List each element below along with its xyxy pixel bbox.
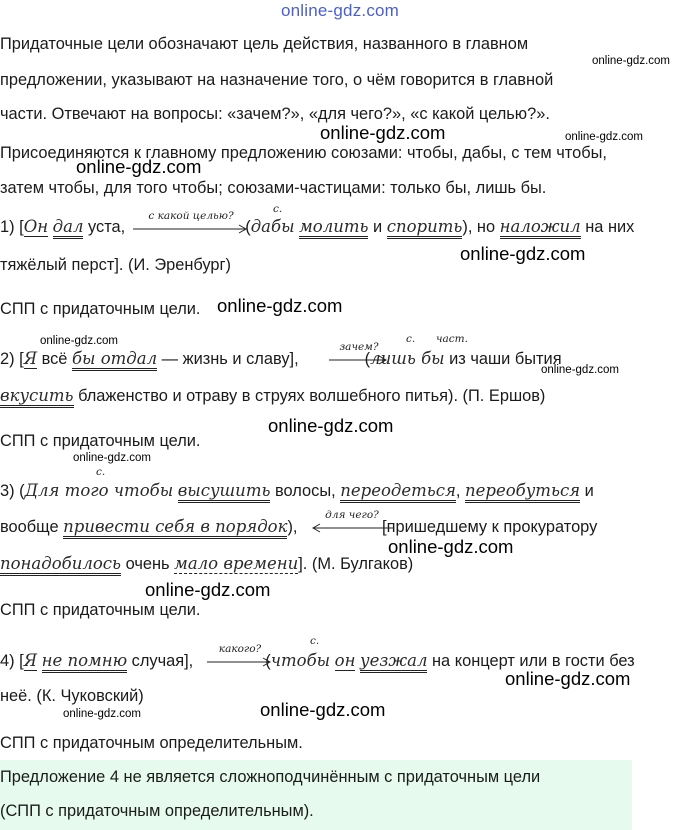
watermark: online-gdz.com bbox=[73, 452, 151, 464]
intro-line-5: затем чтобы, для того чтобы; союзами-частицами: только бы, лишь бы. bbox=[0, 179, 547, 197]
example-1-line-1 bbox=[0, 216, 634, 238]
arrow-icon bbox=[207, 658, 273, 666]
conjunction-mark: с. bbox=[310, 635, 320, 647]
text: всё bbox=[37, 350, 72, 368]
particle-mark: част. bbox=[436, 333, 468, 345]
conclusion-box bbox=[0, 760, 632, 830]
text: ( bbox=[265, 652, 271, 670]
text: случая], bbox=[127, 652, 194, 670]
text: на концерт или в гости без bbox=[427, 652, 635, 670]
text: и bbox=[368, 218, 387, 236]
text: ), bbox=[287, 518, 298, 536]
watermark: online-gdz.com bbox=[40, 335, 118, 347]
predicate-word: уезжал bbox=[360, 651, 427, 673]
question-arrow bbox=[133, 210, 249, 233]
example-4-result: СПП с придаточным определительным. bbox=[0, 734, 303, 752]
watermark: online-gdz.com bbox=[565, 131, 643, 143]
example-number: 3) ( bbox=[0, 482, 25, 500]
watermark: online-gdz.com bbox=[541, 364, 619, 376]
example-1-result: СПП с придаточным цели. bbox=[0, 300, 201, 318]
question-arrow bbox=[310, 509, 394, 532]
predicate-word: понадобилось bbox=[0, 554, 121, 576]
conclusion-line-2: (СПП с придаточным определительным). bbox=[0, 802, 314, 820]
watermark: online-gdz.com bbox=[388, 536, 514, 557]
text: блаженство и отраву в струях волшебного питья). (П. Ершов) bbox=[73, 387, 546, 405]
example-2-line-2 bbox=[0, 385, 545, 407]
text: на них bbox=[580, 218, 635, 236]
watermark: online-gdz.com bbox=[320, 122, 446, 143]
predicate-word: спорить bbox=[387, 217, 463, 239]
predicate-word: наложил bbox=[500, 217, 581, 239]
text: , bbox=[455, 482, 466, 500]
intro-line-4: Присоединяются к главному предложению союзами: чтобы, дабы, с тем чтобы, bbox=[0, 144, 607, 162]
intro-line-2: предложении, указывают на назначение того, о чём говорится в главной bbox=[0, 71, 554, 89]
predicate-word: высушить bbox=[178, 481, 271, 503]
example-4-line-2: неё. (К. Чуковский) bbox=[0, 687, 144, 705]
watermark: online-gdz.com bbox=[592, 55, 670, 67]
text: — жизнь и славу], bbox=[157, 350, 299, 368]
text: и bbox=[580, 482, 594, 500]
watermark: online-gdz.com bbox=[76, 156, 202, 177]
conjunction-word: дабы bbox=[250, 217, 295, 236]
text: ]. (М. Булгаков) bbox=[298, 555, 414, 573]
text bbox=[37, 652, 42, 670]
conjunction-word: лишь бы bbox=[370, 349, 445, 368]
text: очень bbox=[121, 555, 175, 573]
subject-word: Я bbox=[23, 651, 38, 670]
question-label: зачем? bbox=[339, 341, 379, 353]
text: волосы, bbox=[270, 482, 341, 500]
example-3-line-1 bbox=[0, 480, 594, 502]
predicate-word: переодеться bbox=[340, 481, 456, 503]
example-3-line-3 bbox=[0, 553, 413, 575]
conjunction-mark: с. bbox=[96, 466, 106, 478]
question-label: для чего? bbox=[325, 509, 379, 521]
subject-word: Я bbox=[23, 349, 38, 368]
text: вообще bbox=[0, 518, 64, 536]
example-number: 1) [ bbox=[0, 218, 24, 236]
subject-word: Он bbox=[23, 217, 49, 236]
text: из чаши бытия bbox=[444, 350, 562, 368]
predicate-word: молить bbox=[299, 217, 368, 239]
example-3-line-2 bbox=[0, 516, 597, 538]
intro-line-1: Придаточные цели обозначают цель действия, названного в главном bbox=[0, 35, 529, 53]
example-2-result: СПП с придаточным цели. bbox=[0, 432, 201, 450]
arrow-icon bbox=[310, 524, 394, 532]
watermark: online-gdz.com bbox=[260, 699, 386, 720]
conclusion-line-1: Предложение 4 не является сложноподчинённым с придаточным цели bbox=[0, 768, 541, 786]
question-arrow bbox=[329, 341, 389, 364]
predicate-word: дал bbox=[53, 217, 84, 239]
arrow-icon bbox=[133, 225, 249, 233]
question-label: с какой целью? bbox=[148, 210, 234, 222]
text bbox=[330, 652, 335, 670]
text: ( bbox=[364, 350, 371, 368]
predicate-word: переобуться bbox=[465, 481, 580, 503]
conjunction-mark: с. bbox=[406, 333, 416, 345]
text: [пришедшему к прокуратору bbox=[377, 518, 598, 536]
subject-word: он bbox=[334, 651, 356, 670]
text: ( bbox=[245, 218, 251, 236]
header-watermark: online-gdz.com bbox=[280, 1, 400, 20]
conjunction-mark: с. bbox=[273, 203, 283, 215]
example-1-line-2: тяжёлый перст]. (И. Эренбург) bbox=[0, 256, 231, 274]
predicate-word: не помню bbox=[42, 651, 128, 673]
example-3-result: СПП с придаточным цели. bbox=[0, 601, 201, 619]
watermark: online-gdz.com bbox=[145, 579, 271, 600]
conjunction-word: чтобы bbox=[270, 651, 331, 670]
text: ), но bbox=[462, 218, 500, 236]
example-number: 2) [ bbox=[0, 350, 24, 368]
question-arrow bbox=[207, 643, 273, 666]
watermark: online-gdz.com bbox=[63, 708, 141, 720]
predicate-word: вкусить bbox=[0, 386, 74, 408]
predicate-word: бы отдал bbox=[72, 349, 157, 371]
predicate-word: привести себя в порядок bbox=[63, 517, 287, 539]
watermark: online-gdz.com bbox=[505, 668, 631, 689]
arrow-icon bbox=[329, 356, 389, 364]
watermark: online-gdz.com bbox=[460, 243, 586, 264]
example-2-line-1 bbox=[0, 348, 562, 370]
subject-word: мало времени bbox=[174, 554, 299, 573]
intro-line-3: части. Отвечают на вопросы: «зачем?», «для чего?», «с какой целью?». bbox=[0, 105, 550, 123]
text: уста, bbox=[83, 218, 126, 236]
watermark: online-gdz.com bbox=[268, 415, 394, 436]
watermark: online-gdz.com bbox=[217, 295, 343, 316]
conjunction-word: Для того чтобы bbox=[24, 481, 174, 500]
question-label: какого? bbox=[218, 643, 262, 655]
example-number: 4) [ bbox=[0, 652, 24, 670]
